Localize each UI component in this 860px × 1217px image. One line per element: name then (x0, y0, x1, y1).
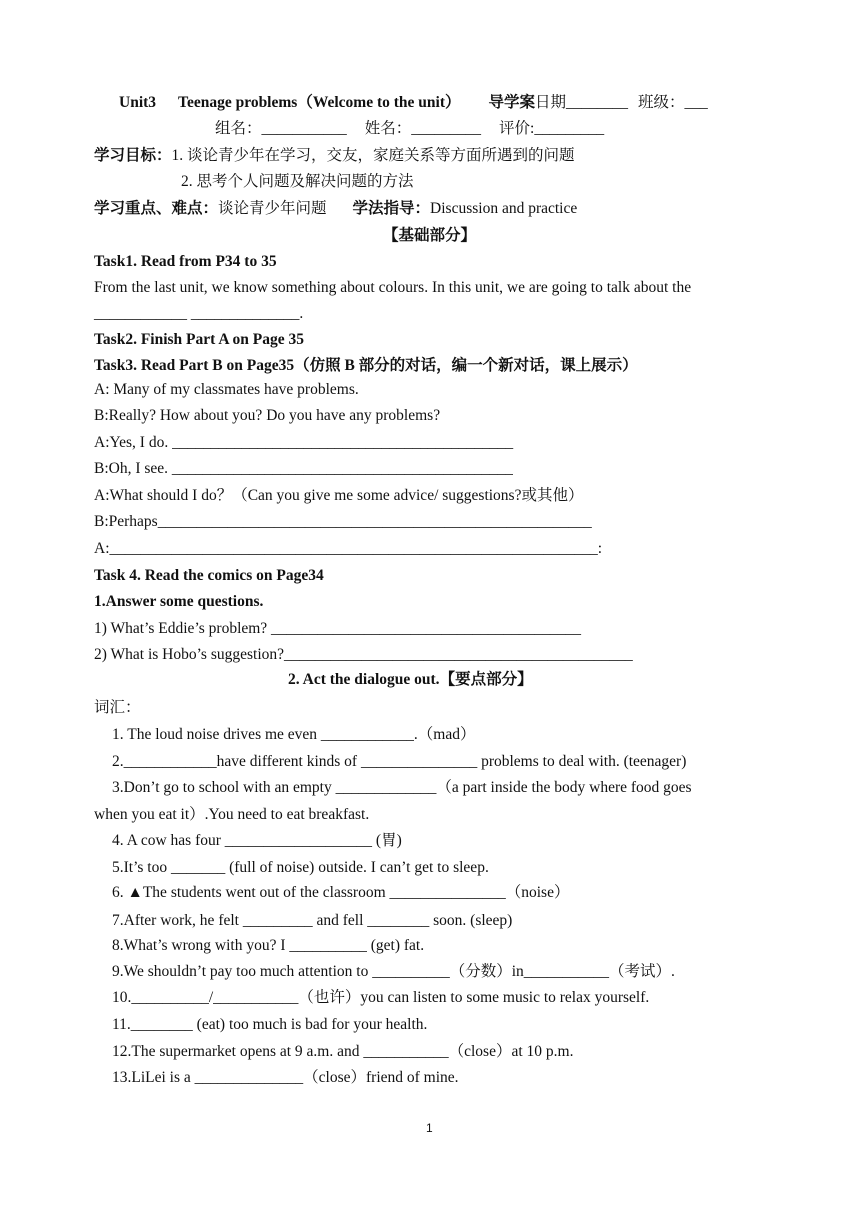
vocab-item-9: 9.We shouldn’t pay too much attention to __________（分数）in___________（考试）. (112, 963, 675, 980)
task3-line-3: A:Yes, I do. ____________________________________________ (94, 434, 514, 451)
vocab-label: 词汇： (94, 699, 141, 716)
task3-line-4: B:Oh, I see. ____________________________________________ (94, 460, 513, 477)
header-line-1 (119, 93, 708, 113)
task4-sub-1: 1.Answer some questions. (94, 593, 264, 610)
task1-line-1: From the last unit, we know something about colours. In this unit, we are going to talk about the (94, 279, 692, 296)
task3-line-1: A: Many of my classmates have problems. (94, 381, 359, 398)
vocab-item-3: 3.Don’t go to school with an empty _____________（a part inside the body where food goes (112, 779, 692, 796)
vocab-item-2: 2.____________have different kinds of _______________ problems to deal with. (teenager) (112, 753, 687, 770)
act-dialogue-label: 2. Act the dialogue out. (288, 671, 440, 688)
objectives-label: 学习目标： (94, 147, 172, 164)
name-label: 姓名： (364, 120, 412, 137)
task3-line-6: B:Perhaps________________________________________________________ (94, 513, 592, 530)
group-label: 组名： (215, 120, 262, 137)
task4-question-2: 2) What is Hobo’s suggestion?_____________________________________________ (94, 646, 633, 663)
key-section-heading: 【要点部分】 (439, 671, 533, 688)
vocab-item-3-cont: when you eat it）.You need to eat breakfast. (94, 806, 370, 823)
objective-2: 2. 思考个人问题及解决问题的方法 (181, 173, 414, 190)
objectives-line-1 (94, 146, 575, 166)
eval-field: 评价:_________ (499, 120, 605, 137)
task1-title-main: Task1 (94, 253, 134, 270)
basic-section-heading: 【基础部分】 (383, 227, 477, 244)
method-label: 学法指导： (352, 200, 431, 217)
vocab-item-1: 1. The loud noise drives me even ____________.（mad） (112, 726, 476, 743)
task4-title: Task 4. Read the comics on Page34 (94, 567, 324, 584)
vocab-item-7: 7.After work, he felt _________ and fell ________ soon. (sleep) (112, 912, 513, 929)
key-points-text: 谈论青少年问题 (218, 200, 327, 217)
name-blank: _________ (411, 120, 482, 137)
class-field: 班级：___ (638, 94, 708, 111)
task3-title: Task3. Read Part B on Page35（仿照 B 部分的对话，编一个新对话，课上展示） (94, 357, 638, 374)
task1-title-rest: . Read from P34 to 35 (133, 253, 277, 270)
task3-line-2: B:Really? How about you? Do you have any problems? (94, 407, 441, 424)
header-line-2 (215, 119, 604, 139)
vocab-item-10: 10.__________/___________（也许）you can listen to some music to relax yourself. (112, 989, 650, 1006)
vocab-item-12: 12.The supermarket opens at 9 a.m. and ___________（close）at 10 p.m. (112, 1043, 574, 1060)
method-text: Discussion and practice (430, 200, 578, 217)
vocab-item-5: 5.It’s too _______ (full of noise) outside. I can’t get to sleep. (112, 859, 489, 876)
objective-1: 1. 谈论青少年在学习，交友，家庭关系等方面所遇到的问题 (171, 147, 575, 164)
guide-label: 导学案 (488, 94, 535, 111)
group-blank: ___________ (261, 120, 347, 137)
page-number: 1 (426, 1121, 433, 1135)
vocab-item-13: 13.LiLei is a ______________（close）friend of mine. (112, 1069, 459, 1086)
key-points-line (94, 199, 577, 219)
unit-label: Unit3 (119, 94, 157, 111)
task3-line-5: A:What should I do？（Can you give me some advice/ suggestions?或其他） (94, 487, 584, 504)
task2-title: Task2. Finish Part A on Page 35 (94, 331, 305, 348)
task1-title (94, 252, 277, 272)
task4-sub-2 (288, 670, 533, 690)
date-field: 日期________ (535, 94, 629, 111)
vocab-item-6: 6. ▲The students went out of the classroom _______________（noise） (112, 884, 570, 901)
task4-question-1: 1) What’s Eddie’s problem? ________________________________________ (94, 620, 582, 637)
task1-line-2: ____________ ______________. (94, 305, 304, 322)
unit-title: Teenage problems（Welcome to the unit） (178, 94, 461, 111)
vocab-item-11: 11.________ (eat) too much is bad for your health. (112, 1016, 428, 1033)
key-points-label: 学习重点、难点： (94, 200, 219, 217)
task3-line-7: A:_______________________________________________________________: (94, 540, 603, 557)
vocab-item-8: 8.What’s wrong with you? I __________ (get) fat. (112, 937, 425, 954)
vocab-item-4: 4. A cow has four ___________________ (胃) (112, 832, 402, 849)
